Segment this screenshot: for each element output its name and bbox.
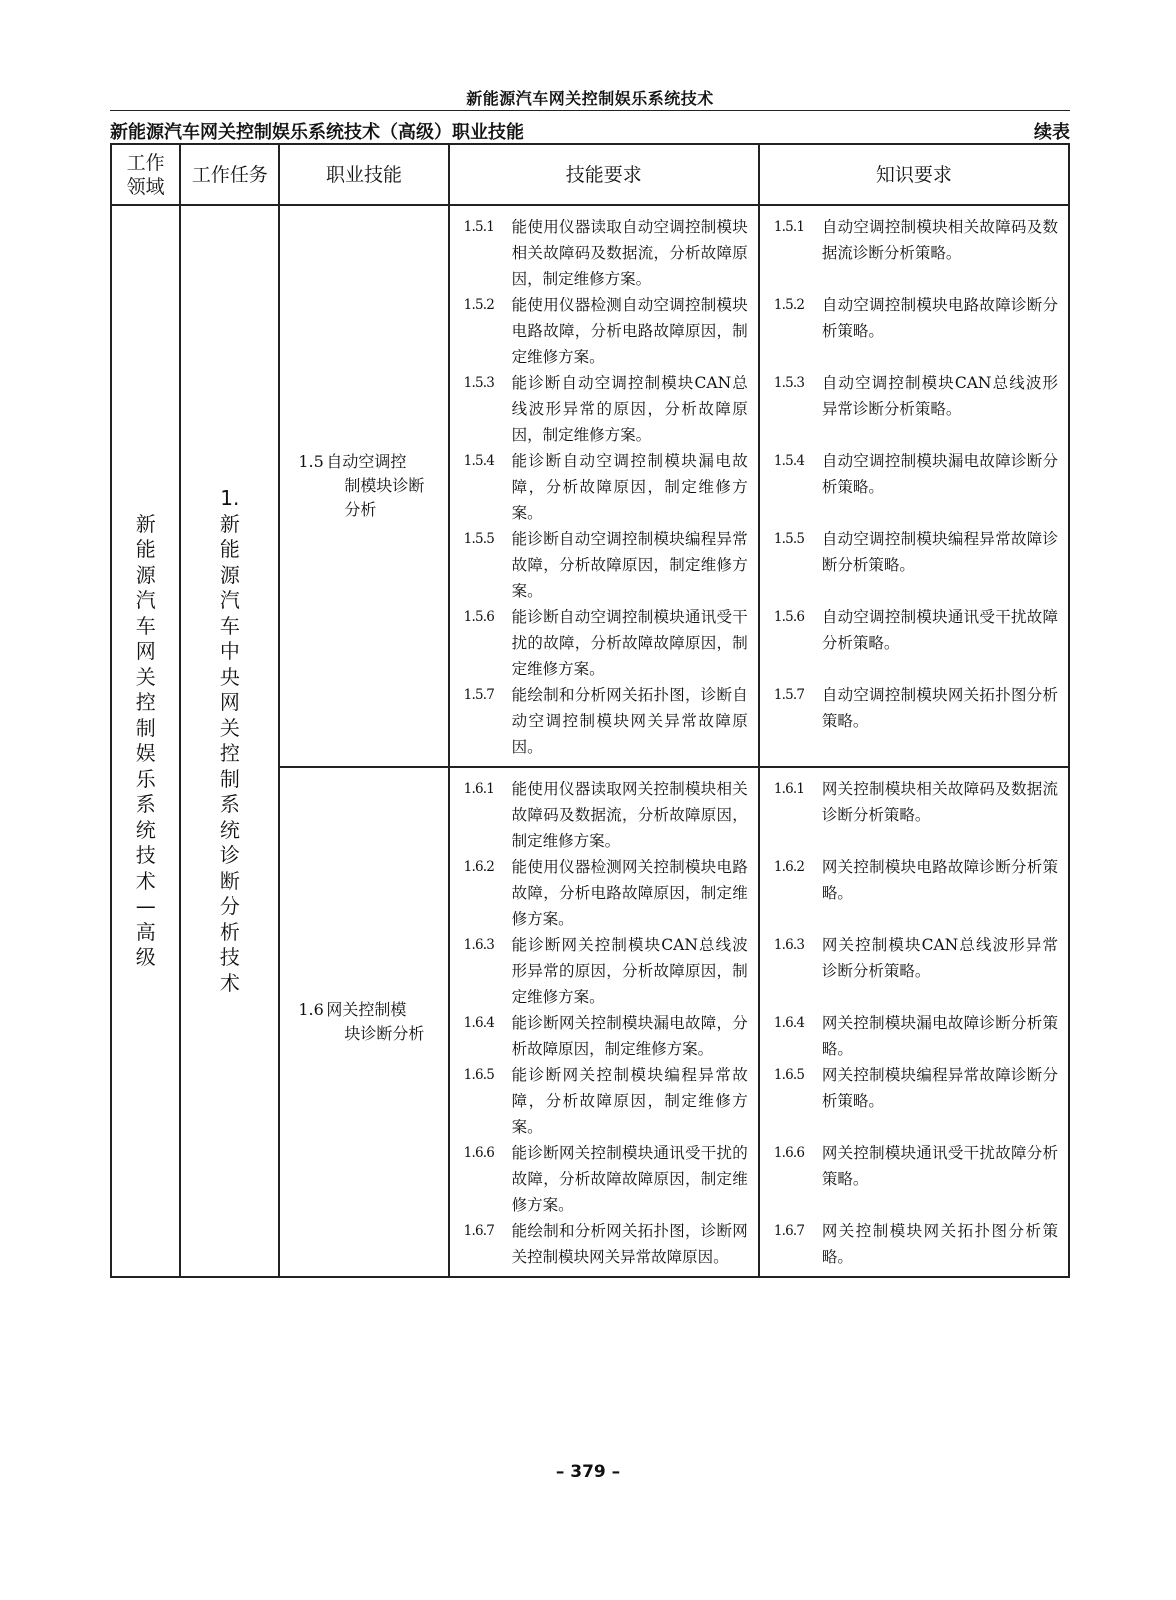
requirement-text: 能绘制和分析网关拓扑图，诊断网关控制模块网关异常故障原因。 [511, 1222, 748, 1266]
requirement-code: 1.6.5 [463, 1067, 495, 1083]
skills-table [110, 143, 1070, 1278]
requirement-text: 能使用仪器读取自动空调控制模块相关故障码及数据流，分析故障原因，制定维修方案。 [511, 218, 748, 288]
knowledge-requirement-item [760, 292, 1068, 370]
work-task-text: 1. 新 能 源 汽 车 中 央 网 关 控 制 系 统 诊 断 分 析 技 术 [219, 486, 240, 995]
skill-name-line: 网关控制模 [326, 1000, 407, 1019]
knowledge-requirement-item [760, 682, 1068, 760]
skill-name-line: 块诊断分析 [344, 1024, 425, 1043]
skill-name-cell [279, 767, 448, 1277]
knowledge-text: 自动空调控制模块网关拓扑图分析策略。 [821, 686, 1058, 730]
skill-requirement-item [450, 292, 758, 370]
page-number: – 379 – [555, 1462, 621, 1482]
knowledge-requirement-item [760, 776, 1068, 854]
knowledge-code: 1.6.6 [773, 1145, 805, 1161]
requirement-text: 能诊断自动空调控制模块漏电故障，分析故障原因，制定维修方案。 [511, 452, 748, 522]
knowledge-text: 网关控制模块相关故障码及数据流诊断分析策略。 [821, 780, 1058, 824]
knowledge-code: 1.5.5 [773, 531, 805, 547]
skill-requirement-item [450, 1062, 758, 1140]
requirement-text: 能诊断自动空调控制模块编程异常故障，分析故障原因，制定维修方案。 [511, 530, 748, 600]
knowledge-text: 网关控制模块漏电故障诊断分析策略。 [821, 1014, 1058, 1058]
skill-name [298, 998, 439, 1046]
knowledge-code: 1.6.3 [773, 937, 805, 953]
requirement-text: 能诊断网关控制模块CAN总线波形异常的原因，分析故障原因，制定维修方案。 [511, 936, 748, 1006]
requirement-code: 1.6.2 [463, 859, 495, 875]
knowledge-code: 1.6.2 [773, 859, 805, 875]
requirement-text: 能诊断自动空调控制模块CAN总线波形异常的原因，分析故障原因，制定维修方案。 [511, 374, 748, 444]
work-domain-cell [111, 205, 180, 1277]
work-task-cell [180, 205, 279, 1277]
knowledge-requirement-item [760, 370, 1068, 448]
knowledge-code: 1.5.6 [773, 609, 805, 625]
skill-number: 1.6 [298, 1000, 324, 1019]
requirement-code: 1.5.2 [463, 297, 495, 313]
requirement-text: 能使用仪器检测自动空调控制模块电路故障，分析电路故障原因，制定维修方案。 [511, 296, 748, 366]
skill-requirement-item [450, 214, 758, 292]
col-header-skill-requirements: 技能要求 [449, 144, 759, 205]
skill-name-cell [279, 205, 448, 767]
skill-requirements-cell [449, 767, 759, 1277]
knowledge-requirements-cell [759, 767, 1069, 1277]
requirement-text: 能诊断网关控制模块漏电故障，分析故障原因，制定维修方案。 [511, 1014, 748, 1058]
skill-requirements-cell [449, 205, 759, 767]
skill-requirement-item [450, 604, 758, 682]
skill-number: 1.5 [298, 452, 324, 471]
knowledge-text: 自动空调控制模块CAN总线波形异常诊断分析策略。 [821, 374, 1058, 418]
skill-requirement-item [450, 370, 758, 448]
requirement-code: 1.5.5 [463, 531, 495, 547]
skill-name [298, 450, 439, 522]
table-title-bar [110, 118, 1070, 142]
col-header-domain: 工作 领域 [111, 144, 180, 205]
knowledge-code: 1.6.4 [773, 1015, 805, 1031]
skill-requirement-item [450, 682, 758, 760]
skill-requirement-item [450, 854, 758, 932]
requirement-code: 1.6.3 [463, 937, 495, 953]
knowledge-requirement-item [760, 214, 1068, 292]
knowledge-requirements-cell [759, 205, 1069, 767]
requirement-code: 1.5.4 [463, 453, 495, 469]
skill-requirement-item [450, 776, 758, 854]
knowledge-requirement-item [760, 448, 1068, 526]
skill-requirement-item [450, 448, 758, 526]
skill-name-line: 分析 [344, 500, 377, 519]
continued-label: 续表 [1034, 122, 1070, 143]
requirement-text: 能使用仪器读取网关控制模块相关故障码及数据流，分析故障原因，制定维修方案。 [511, 780, 748, 850]
knowledge-text: 网关控制模块网关拓扑图分析策略。 [821, 1222, 1058, 1266]
knowledge-text: 自动空调控制模块电路故障诊断分析策略。 [821, 296, 1058, 340]
knowledge-text: 自动空调控制模块相关故障码及数据流诊断分析策略。 [821, 218, 1058, 262]
work-domain-text: 新 能 源 汽 车 网 关 控 制 娱 乐 系 统 技 术 — 高 级 [135, 511, 156, 969]
requirement-code: 1.6.1 [463, 781, 495, 797]
knowledge-text: 自动空调控制模块漏电故障诊断分析策略。 [821, 452, 1058, 496]
knowledge-requirement-item [760, 1010, 1068, 1062]
knowledge-requirement-item [760, 604, 1068, 682]
knowledge-text: 网关控制模块编程异常故障诊断分析策略。 [821, 1066, 1058, 1110]
skill-requirement-item [450, 1010, 758, 1062]
col-header-skill: 职业技能 [279, 144, 448, 205]
requirement-text: 能诊断网关控制模块通讯受干扰的故障，分析故障故障原因，制定维修方案。 [511, 1144, 748, 1214]
requirement-text: 能诊断网关控制模块编程异常故障，分析故障原因，制定维修方案。 [511, 1066, 748, 1136]
knowledge-code: 1.6.5 [773, 1067, 805, 1083]
requirement-text: 能绘制和分析网关拓扑图，诊断自动空调控制模块网关异常故障原因。 [511, 686, 748, 756]
knowledge-code: 1.5.7 [773, 687, 805, 703]
table-header-row [111, 144, 1069, 205]
skill-name-line: 自动空调控 [326, 452, 407, 471]
skill-requirement-item [450, 1140, 758, 1218]
requirement-code: 1.5.3 [463, 375, 495, 391]
knowledge-code: 1.5.1 [773, 219, 805, 235]
skill-requirement-item [450, 932, 758, 1010]
knowledge-code: 1.6.7 [773, 1223, 805, 1239]
requirement-text: 能诊断自动空调控制模块通讯受干扰的故障，分析故障故障原因，制定维修方案。 [511, 608, 748, 678]
knowledge-requirement-item [760, 1218, 1068, 1270]
header-rule [110, 110, 1070, 111]
skill-requirement-item [450, 526, 758, 604]
skill-requirement-item [450, 1218, 758, 1270]
requirement-code: 1.6.7 [463, 1223, 495, 1239]
table-title: 新能源汽车网关控制娱乐系统技术（高级）职业技能 [110, 122, 524, 143]
knowledge-text: 网关控制模块电路故障诊断分析策略。 [821, 858, 1058, 902]
requirement-code: 1.5.6 [463, 609, 495, 625]
knowledge-code: 1.5.3 [773, 375, 805, 391]
knowledge-requirement-item [760, 932, 1068, 1010]
requirement-code: 1.6.6 [463, 1145, 495, 1161]
knowledge-requirement-item [760, 854, 1068, 932]
knowledge-requirement-item [760, 1140, 1068, 1218]
requirement-text: 能使用仪器检测网关控制模块电路故障，分析电路故障原因，制定维修方案。 [511, 858, 748, 928]
knowledge-code: 1.6.1 [773, 781, 805, 797]
knowledge-code: 1.5.2 [773, 297, 805, 313]
knowledge-text: 自动空调控制模块编程异常故障诊断分析策略。 [821, 530, 1058, 574]
requirement-code: 1.5.7 [463, 687, 495, 703]
col-header-task: 工作任务 [180, 144, 279, 205]
knowledge-requirement-item [760, 526, 1068, 604]
requirement-code: 1.5.1 [463, 219, 495, 235]
knowledge-requirement-item [760, 1062, 1068, 1140]
knowledge-code: 1.5.4 [773, 453, 805, 469]
knowledge-text: 网关控制模块通讯受干扰故障分析策略。 [821, 1144, 1058, 1188]
skill-name-line: 制模块诊断 [344, 476, 425, 495]
knowledge-text: 自动空调控制模块通讯受干扰故障分析策略。 [821, 608, 1058, 652]
knowledge-text: 网关控制模块CAN总线波形异常诊断分析策略。 [821, 936, 1058, 980]
col-header-knowledge-requirements: 知识要求 [759, 144, 1069, 205]
requirement-code: 1.6.4 [463, 1015, 495, 1031]
running-header: 新能源汽车网关控制娱乐系统技术 [466, 89, 714, 108]
table-row [111, 205, 1069, 767]
